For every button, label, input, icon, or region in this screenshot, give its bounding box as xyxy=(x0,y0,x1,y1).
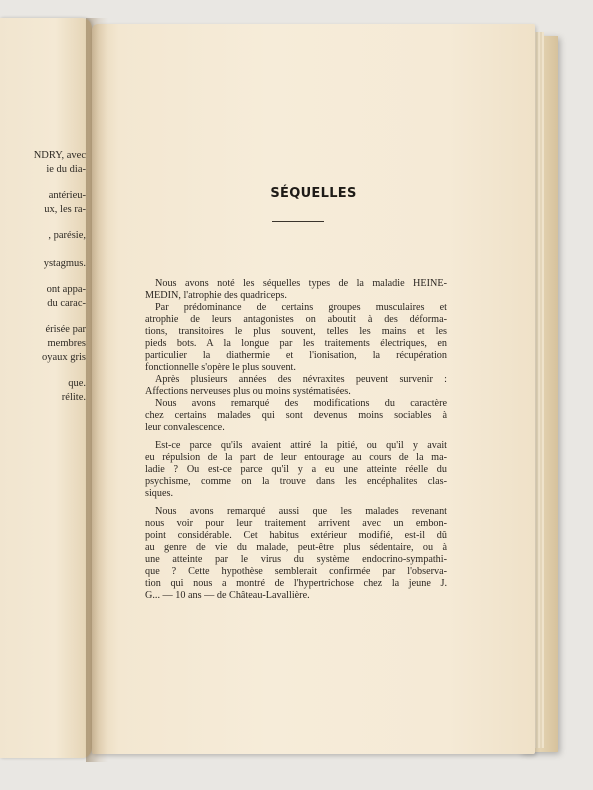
left-page-line: ont appa- xyxy=(46,284,86,295)
body-line: siques. xyxy=(145,488,174,499)
left-page-line: ie du dia- xyxy=(46,164,86,175)
body-line: Après plusieurs années des névraxites peuvent survenir : xyxy=(155,374,447,385)
body-line: Affections nerveuses plus ou moins systématisées. xyxy=(145,386,351,397)
body-line: Nous avons noté les séquelles types de la maladie HEINE- xyxy=(155,278,447,289)
left-page-line: du carac- xyxy=(47,298,86,309)
body-line: une atteinte par le virus du système endocrino-sympathi- xyxy=(145,554,447,565)
body-line: Nous avons remarqué aussi que les malades revenant xyxy=(155,506,447,517)
body-line: Nous avons remarqué des modifications du caractère xyxy=(155,398,447,409)
left-page-line: érisée par xyxy=(45,324,86,335)
body-line: MEDIN, l'atrophie des quadriceps. xyxy=(145,290,287,301)
body-line: leur convalescence. xyxy=(145,422,225,433)
body-line: ladie ? Ou est-ce parce qu'il y a eu une atteinte réelle du xyxy=(145,464,447,475)
body-line: psychisme, comme on la trouve dans les encéphalites clas- xyxy=(145,476,447,487)
body-line: nous voir pour leur traitement arrivent avec un embon- xyxy=(145,518,447,529)
body-line: G... — 10 ans — de Château-Lavallière. xyxy=(145,590,310,601)
page-title: SÉQUELLES xyxy=(270,186,357,201)
right-page xyxy=(92,24,535,754)
left-page-line: rélite. xyxy=(61,392,86,403)
left-page-line: ux, les ra- xyxy=(44,204,86,215)
body-line: chez certains malades qui sont devenus moins sociables à xyxy=(145,410,447,421)
body-line: eu répulsion de la part de leur entourage au cours de la ma- xyxy=(145,452,447,463)
left-page-line: oyaux gris xyxy=(41,352,86,363)
body-line: Par prédominance de certains groupes musculaires et xyxy=(155,302,447,313)
body-line: pieds bots. A la longue par les traitements électriques, en xyxy=(145,338,447,349)
body-line: au genre de vie du malade, peut-être plus sédentaire, ou à xyxy=(145,542,447,553)
left-page-line: ystagmus. xyxy=(43,258,86,269)
body-line: que ? Cette hypothèse semblerait confirmée par l'observa- xyxy=(145,566,447,577)
title-rule xyxy=(272,221,324,222)
book-gutter-shadow xyxy=(86,18,108,762)
body-line: Est-ce parce qu'ils avaient attiré la pitié, ou qu'il y avait xyxy=(155,440,447,451)
left-page-line: , parésie, xyxy=(48,230,86,241)
left-page-line: antérieu- xyxy=(48,190,86,201)
left-page-line: que. xyxy=(68,378,86,389)
body-line: fonctionnelle s'opère le plus souvent. xyxy=(145,362,296,373)
body-line: tions, transitoires le plus souvent, telles les mains et les xyxy=(145,326,447,337)
body-line: particulier la diathermie et l'ionisation, la récupération xyxy=(145,350,447,361)
left-page-line: membres xyxy=(47,338,86,349)
left-page-line: NDRY, avec xyxy=(33,150,86,161)
body-line: point considérable. Cet habitus extérieur modifié, est-il dû xyxy=(145,530,447,541)
body-line: atrophie de leurs antagonistes on aboutit à des déforma- xyxy=(145,314,447,325)
body-line: tion qui nous a montré de l'hypertrichose chez la jeune J. xyxy=(145,578,447,589)
left-page xyxy=(0,18,92,758)
